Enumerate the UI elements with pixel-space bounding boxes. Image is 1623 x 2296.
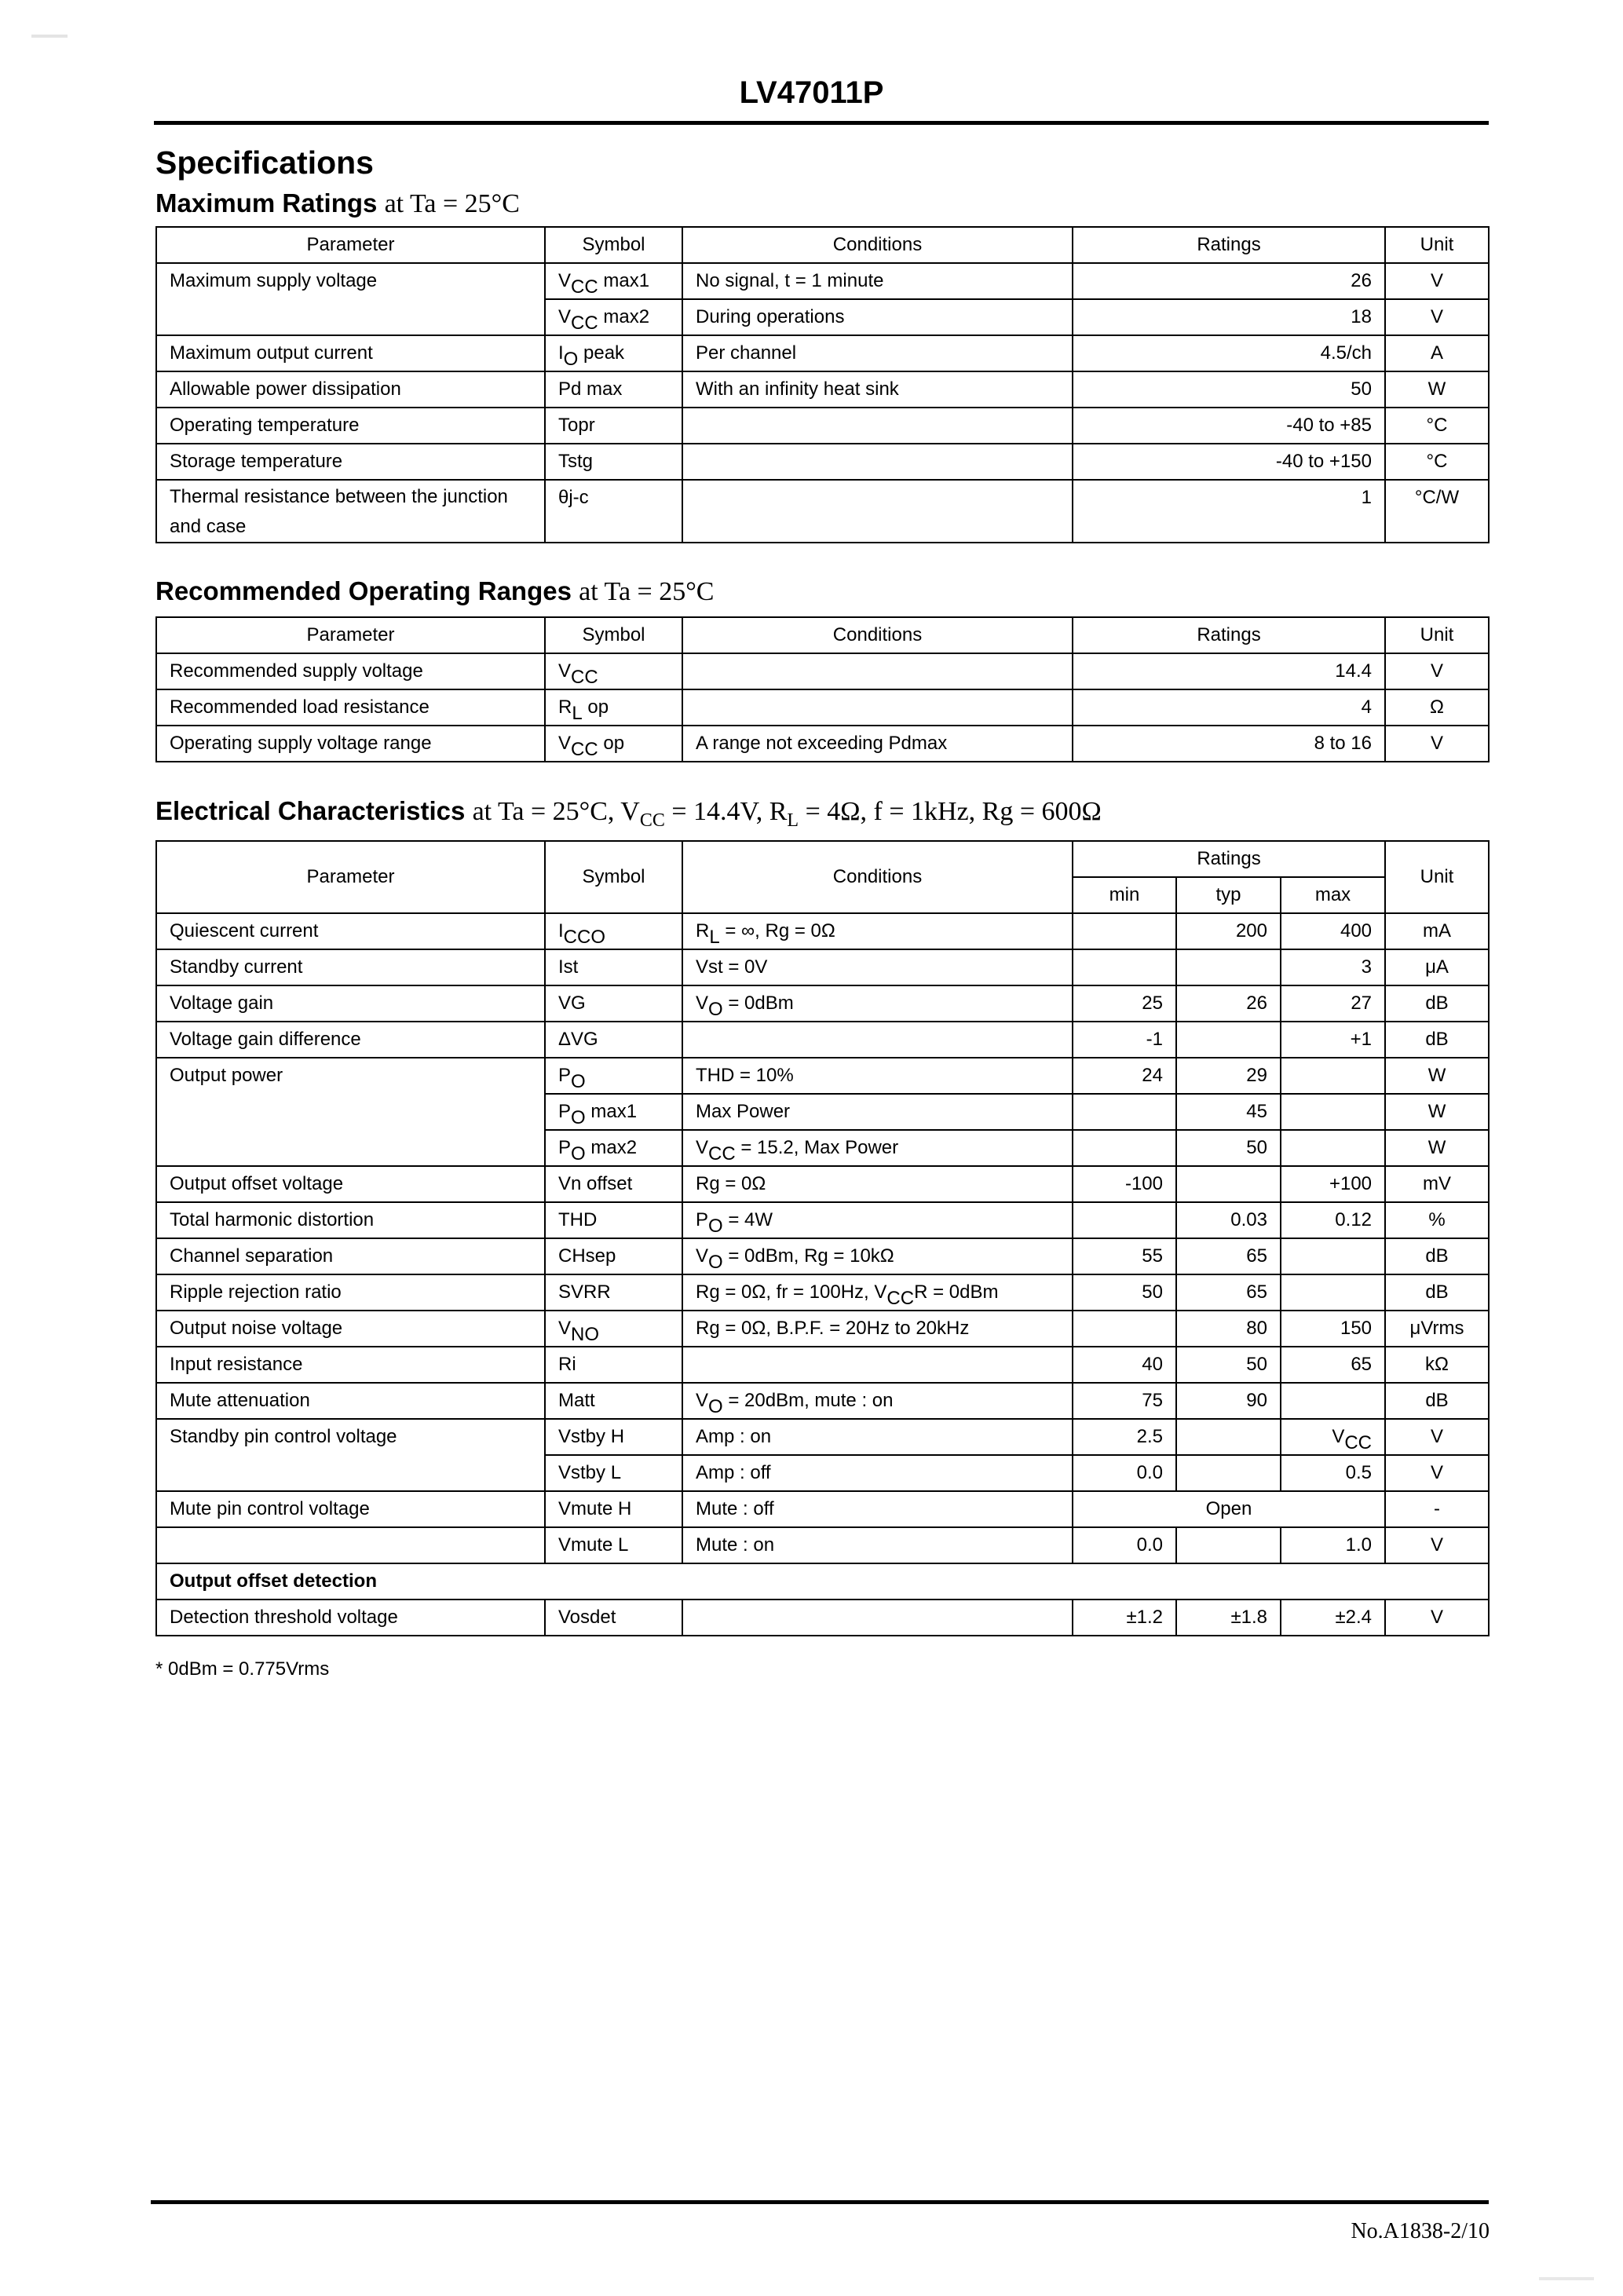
symbol-cell: $V_{NO}$ (545, 1311, 682, 1347)
col-conditions: Conditions (682, 841, 1073, 913)
conditions-cell: $V_{CC} = 15.2$, Max Power (682, 1130, 1073, 1166)
max-ratings-condition: at Ta = 25°C (384, 189, 520, 218)
page-title: LV47011P (739, 75, 884, 110)
conditions-cell: Max Power (682, 1094, 1073, 1130)
min-cell: 24 (1073, 1058, 1176, 1094)
param-cell: Storage temperature (156, 444, 545, 480)
conditions-cell (682, 408, 1073, 444)
min-cell: 2.5 (1073, 1419, 1176, 1455)
rating-cell: 4.5/ch (1073, 335, 1385, 371)
typ-cell: 65 (1176, 1274, 1281, 1311)
table-row (156, 1419, 1489, 1455)
rating-cell: 8 to 16 (1073, 726, 1385, 762)
table-row (156, 1383, 1489, 1419)
conditions-cell: $V_O = 0dBm$, Rg = 10kΩ (682, 1238, 1073, 1274)
col-symbol: Symbol (545, 227, 682, 263)
conditions-cell (682, 689, 1073, 726)
symbol-cell: Pd max (545, 371, 682, 408)
ratings-span-cell: Open (1073, 1491, 1385, 1527)
param-cell: Standby current (156, 949, 545, 985)
min-cell (1073, 1130, 1176, 1166)
unit-cell: V (1385, 1419, 1489, 1455)
symbol-cell: θj-c (545, 480, 682, 543)
typ-cell: 65 (1176, 1238, 1281, 1274)
min-cell (1073, 1202, 1176, 1238)
header-rule (154, 121, 1489, 125)
footnote: * 0dBm = 0.775Vrms (155, 1658, 330, 1680)
symbol-cell: $R_L$ op (545, 689, 682, 726)
max-cell (1281, 1058, 1385, 1094)
elec-char-table (155, 840, 1490, 1636)
param-cell: Voltage gain difference (156, 1022, 545, 1058)
symbol-cell: Vmute H (545, 1491, 682, 1527)
footer-rule (151, 2200, 1489, 2204)
max-cell: 0.5 (1281, 1455, 1385, 1491)
param-cell: Channel separation (156, 1238, 545, 1274)
col-unit: Unit (1385, 227, 1489, 263)
param-cell: Output offset voltage (156, 1166, 545, 1202)
conditions-cell: With an infinity heat sink (682, 371, 1073, 408)
param-cell (156, 1527, 545, 1563)
table-row (156, 1347, 1489, 1383)
max-cell (1281, 1238, 1385, 1274)
col-conditions: Conditions (682, 617, 1073, 653)
param-cell: Maximum output current (156, 335, 545, 371)
symbol-cell: $V_{CC}$ (545, 653, 682, 689)
document-number: No.A1838-2/10 (1351, 2219, 1490, 2243)
unit-cell: mV (1385, 1166, 1489, 1202)
max-cell: ±2.4 (1281, 1600, 1385, 1636)
col-unit: Unit (1385, 841, 1489, 913)
unit-cell: A (1385, 335, 1489, 371)
symbol-cell: $V_{CC}$ op (545, 726, 682, 762)
unit-cell: °C/W (1385, 480, 1489, 543)
col-parameter: Parameter (156, 841, 545, 913)
unit-cell: V (1385, 726, 1489, 762)
unit-cell: W (1385, 371, 1489, 408)
param-cell: Voltage gain (156, 985, 545, 1022)
max-cell: 400 (1281, 913, 1385, 949)
rec-ranges-condition: at Ta = 25°C (579, 577, 715, 606)
rating-cell: 1 (1073, 480, 1385, 543)
typ-cell: 26 (1176, 985, 1281, 1022)
symbol-cell: Tstg (545, 444, 682, 480)
min-cell: 75 (1073, 1383, 1176, 1419)
param-cell: Operating temperature (156, 408, 545, 444)
param-cell: Quiescent current (156, 913, 545, 949)
symbol-cell: $P_O$ (545, 1058, 682, 1094)
typ-cell: 50 (1176, 1130, 1281, 1166)
symbol-cell: Ri (545, 1347, 682, 1383)
conditions-cell: Amp : off (682, 1455, 1073, 1491)
rec-ranges-heading (155, 576, 714, 607)
table-row (156, 653, 1489, 689)
max-cell: 3 (1281, 949, 1385, 985)
scan-artifact (1539, 2277, 1594, 2280)
table-row (156, 949, 1489, 985)
rating-cell: -40 to +85 (1073, 408, 1385, 444)
conditions-cell (682, 444, 1073, 480)
elec-char-condition: at Ta = 25°C, $V_{CC} = 14.4V$, $R_L = 4\Omega$, f = 1kHz, Rg = 600Ω (472, 797, 1102, 831)
typ-cell: 50 (1176, 1347, 1281, 1383)
conditions-cell: Per channel (682, 335, 1073, 371)
table-row (156, 689, 1489, 726)
col-ratings: Ratings (1073, 617, 1385, 653)
conditions-cell: $P_O = 4W$ (682, 1202, 1073, 1238)
table-row (156, 1311, 1489, 1347)
typ-cell: 90 (1176, 1383, 1281, 1419)
max-cell (1281, 1130, 1385, 1166)
table-row (156, 444, 1489, 480)
unit-cell: kΩ (1385, 1347, 1489, 1383)
table-row (156, 1274, 1489, 1311)
col-parameter: Parameter (156, 227, 545, 263)
symbol-cell: $I_{CCO}$ (545, 913, 682, 949)
unit-cell: W (1385, 1058, 1489, 1094)
table-row (156, 263, 1489, 299)
rating-cell: 26 (1073, 263, 1385, 299)
param-cell: Mute attenuation (156, 1383, 545, 1419)
max-cell: 0.12 (1281, 1202, 1385, 1238)
conditions-cell (682, 1600, 1073, 1636)
typ-cell: ±1.8 (1176, 1600, 1281, 1636)
table-row (156, 913, 1489, 949)
max-cell (1281, 1094, 1385, 1130)
conditions-cell: Mute : on (682, 1527, 1073, 1563)
typ-cell (1176, 1455, 1281, 1491)
conditions-cell: Rg = 0Ω, fr = 100Hz, $V_{CC}R = 0dBm$ (682, 1274, 1073, 1311)
conditions-cell (682, 480, 1073, 543)
table-row (156, 1527, 1489, 1563)
typ-cell: 45 (1176, 1094, 1281, 1130)
col-conditions: Conditions (682, 227, 1073, 263)
conditions-cell: No signal, t = 1 minute (682, 263, 1073, 299)
table-row (156, 335, 1489, 371)
symbol-cell: $I_O$ peak (545, 335, 682, 371)
unit-cell: °C (1385, 444, 1489, 480)
max-ratings-heading (155, 188, 520, 219)
unit-cell: V (1385, 653, 1489, 689)
table-row (156, 726, 1489, 762)
typ-cell (1176, 1527, 1281, 1563)
unit-cell: mA (1385, 913, 1489, 949)
min-cell (1073, 1094, 1176, 1130)
symbol-cell: Vstby H (545, 1419, 682, 1455)
param-cell: Thermal resistance between the junction and case (156, 480, 545, 543)
table-row (156, 1166, 1489, 1202)
conditions-cell: $R_L$ = ∞, Rg = 0Ω (682, 913, 1073, 949)
conditions-cell: A range not exceeding Pdmax (682, 726, 1073, 762)
elec-char-title: Electrical Characteristics (155, 796, 466, 825)
col-min: min (1073, 877, 1176, 913)
min-cell (1073, 1311, 1176, 1347)
symbol-cell: SVRR (545, 1274, 682, 1311)
col-max: max (1281, 877, 1385, 913)
table-row (156, 1600, 1489, 1636)
param-cell: Output noise voltage (156, 1311, 545, 1347)
unit-cell: dB (1385, 1383, 1489, 1419)
min-cell: 25 (1073, 985, 1176, 1022)
param-cell: Detection threshold voltage (156, 1600, 545, 1636)
table-row (156, 1238, 1489, 1274)
unit-cell: % (1385, 1202, 1489, 1238)
rating-cell: 14.4 (1073, 653, 1385, 689)
min-cell: -100 (1073, 1166, 1176, 1202)
unit-cell: μVrms (1385, 1311, 1489, 1347)
conditions-cell: Vst = 0V (682, 949, 1073, 985)
scan-artifact (31, 35, 68, 38)
param-cell: Operating supply voltage range (156, 726, 545, 762)
max-ratings-title: Maximum Ratings (155, 188, 378, 218)
table-row (156, 1058, 1489, 1094)
table-header-row (156, 841, 1489, 877)
table-row (156, 371, 1489, 408)
unit-cell: V (1385, 299, 1489, 335)
conditions-cell: THD = 10% (682, 1058, 1073, 1094)
max-cell: +100 (1281, 1166, 1385, 1202)
rating-cell: -40 to +150 (1073, 444, 1385, 480)
conditions-cell: Rg = 0Ω, B.P.F. = 20Hz to 20kHz (682, 1311, 1073, 1347)
typ-cell: 29 (1176, 1058, 1281, 1094)
param-cell: Allowable power dissipation (156, 371, 545, 408)
unit-cell: W (1385, 1130, 1489, 1166)
rating-cell: 50 (1073, 371, 1385, 408)
conditions-cell: Amp : on (682, 1419, 1073, 1455)
max-cell: 65 (1281, 1347, 1385, 1383)
symbol-cell: Vosdet (545, 1600, 682, 1636)
min-cell: 0.0 (1073, 1455, 1176, 1491)
min-cell (1073, 949, 1176, 985)
elec-char-heading (155, 796, 1102, 831)
col-ratings: Ratings (1073, 227, 1385, 263)
col-unit: Unit (1385, 617, 1489, 653)
rating-cell: 18 (1073, 299, 1385, 335)
param-cell: Total harmonic distortion (156, 1202, 545, 1238)
min-cell: 0.0 (1073, 1527, 1176, 1563)
typ-cell: 0.03 (1176, 1202, 1281, 1238)
rating-cell: 4 (1073, 689, 1385, 726)
typ-cell (1176, 1419, 1281, 1455)
table-row (156, 408, 1489, 444)
col-symbol: Symbol (545, 841, 682, 913)
col-parameter: Parameter (156, 617, 545, 653)
unit-cell: °C (1385, 408, 1489, 444)
typ-cell (1176, 949, 1281, 985)
conditions-cell: Mute : off (682, 1491, 1073, 1527)
symbol-cell: $V_{CC}$ max2 (545, 299, 682, 335)
max-cell: 150 (1281, 1311, 1385, 1347)
section-label: Output offset detection (156, 1563, 1489, 1600)
rec-ranges-title: Recommended Operating Ranges (155, 576, 572, 605)
unit-cell: Ω (1385, 689, 1489, 726)
max-cell: +1 (1281, 1022, 1385, 1058)
min-cell: 55 (1073, 1238, 1176, 1274)
unit-cell: dB (1385, 1274, 1489, 1311)
max-cell: 1.0 (1281, 1527, 1385, 1563)
min-cell: -1 (1073, 1022, 1176, 1058)
unit-cell: dB (1385, 1238, 1489, 1274)
unit-cell: V (1385, 1455, 1489, 1491)
table-header-row (156, 617, 1489, 653)
unit-cell: dB (1385, 1022, 1489, 1058)
typ-cell: 80 (1176, 1311, 1281, 1347)
table-header-row (156, 227, 1489, 263)
conditions-cell: During operations (682, 299, 1073, 335)
param-cell: Recommended supply voltage (156, 653, 545, 689)
conditions-cell (682, 1022, 1073, 1058)
unit-cell: V (1385, 263, 1489, 299)
param-cell: Maximum supply voltage (156, 263, 545, 335)
param-cell: Mute pin control voltage (156, 1491, 545, 1527)
conditions-cell (682, 1347, 1073, 1383)
min-cell: 50 (1073, 1274, 1176, 1311)
typ-cell: 200 (1176, 913, 1281, 949)
col-symbol: Symbol (545, 617, 682, 653)
conditions-cell: $V_O = 20dBm$, mute : on (682, 1383, 1073, 1419)
symbol-cell: Vn offset (545, 1166, 682, 1202)
symbol-cell: THD (545, 1202, 682, 1238)
symbol-cell: $V_{CC}$ max1 (545, 263, 682, 299)
symbol-cell: ΔVG (545, 1022, 682, 1058)
unit-cell: μA (1385, 949, 1489, 985)
rec-ranges-table (155, 616, 1490, 762)
max-ratings-table (155, 226, 1490, 543)
table-row (156, 1022, 1489, 1058)
param-cell: Input resistance (156, 1347, 545, 1383)
symbol-cell: Ist (545, 949, 682, 985)
table-row (156, 1202, 1489, 1238)
symbol-cell: CHsep (545, 1238, 682, 1274)
min-cell: ±1.2 (1073, 1600, 1176, 1636)
symbol-cell: Vstby L (545, 1455, 682, 1491)
symbol-cell: Topr (545, 408, 682, 444)
param-cell: Output power (156, 1058, 545, 1166)
table-section-row (156, 1563, 1489, 1600)
param-cell: Ripple rejection ratio (156, 1274, 545, 1311)
max-cell (1281, 1383, 1385, 1419)
unit-cell: - (1385, 1491, 1489, 1527)
symbol-cell: VG (545, 985, 682, 1022)
max-cell (1281, 1274, 1385, 1311)
unit-cell: V (1385, 1527, 1489, 1563)
section-title: Specifications (155, 144, 374, 181)
table-row (156, 480, 1489, 543)
table-row (156, 985, 1489, 1022)
conditions-cell (682, 653, 1073, 689)
typ-cell (1176, 1022, 1281, 1058)
symbol-cell: $P_O$ max1 (545, 1094, 682, 1130)
param-cell: Standby pin control voltage (156, 1419, 545, 1491)
col-ratings: Ratings (1073, 841, 1385, 877)
symbol-cell: $P_O$ max2 (545, 1130, 682, 1166)
unit-cell: dB (1385, 985, 1489, 1022)
max-cell: 27 (1281, 985, 1385, 1022)
unit-cell: W (1385, 1094, 1489, 1130)
min-cell: 40 (1073, 1347, 1176, 1383)
min-cell (1073, 913, 1176, 949)
param-cell: Recommended load resistance (156, 689, 545, 726)
conditions-cell: Rg = 0Ω (682, 1166, 1073, 1202)
symbol-cell: Vmute L (545, 1527, 682, 1563)
typ-cell (1176, 1166, 1281, 1202)
symbol-cell: Matt (545, 1383, 682, 1419)
table-row (156, 1491, 1489, 1527)
col-typ: typ (1176, 877, 1281, 913)
unit-cell: V (1385, 1600, 1489, 1636)
conditions-cell: $V_O = 0dBm$ (682, 985, 1073, 1022)
max-cell: $V_{CC}$ (1281, 1419, 1385, 1455)
